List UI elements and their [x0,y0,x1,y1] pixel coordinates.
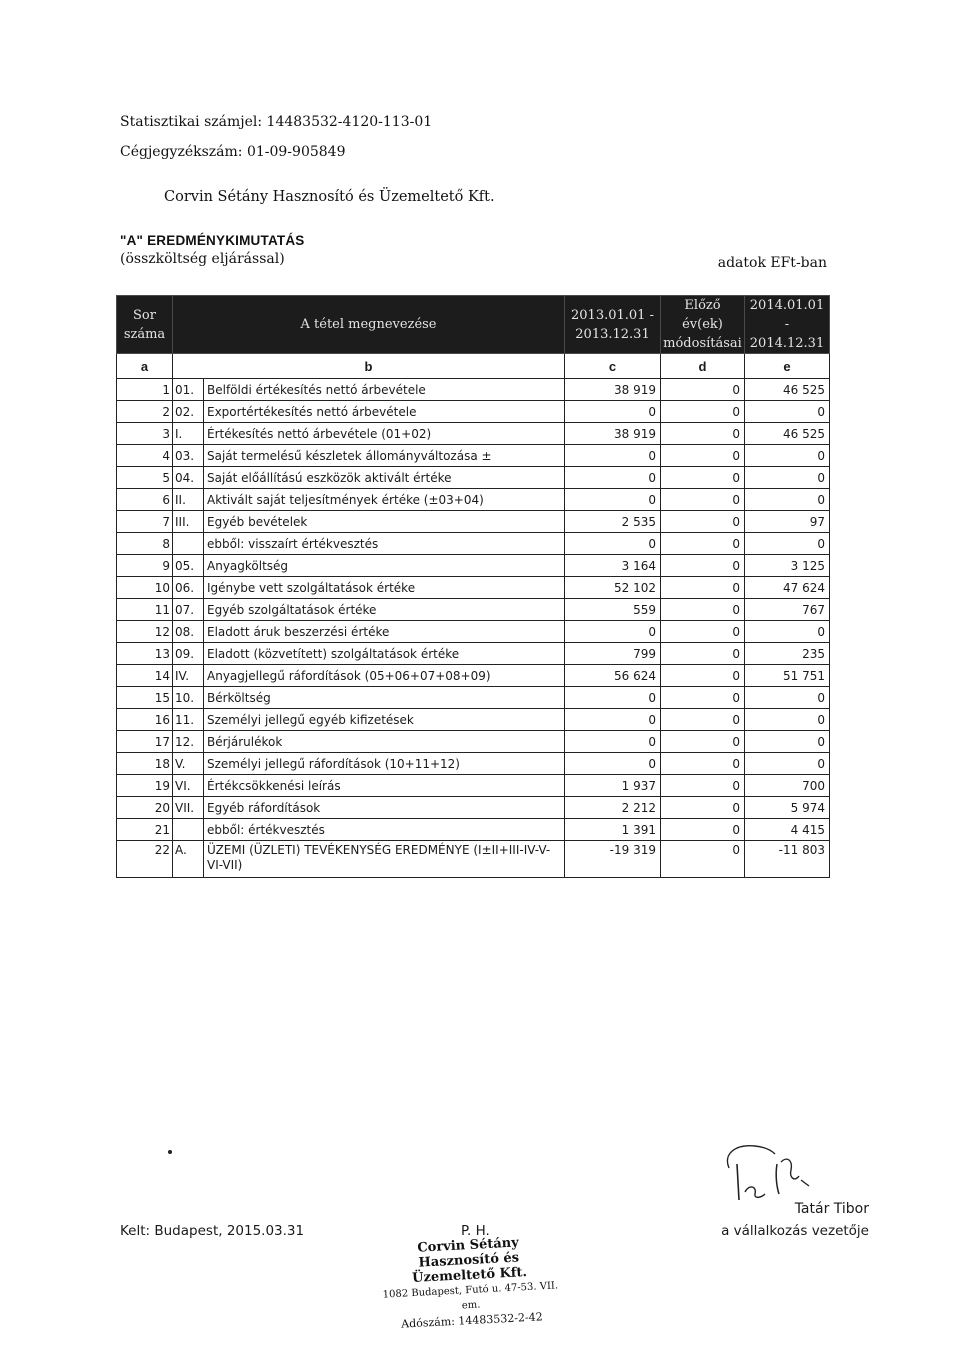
row-correction-value: 0 [661,379,745,401]
table-row [117,423,830,445]
row-current-value: 5 974 [745,797,830,819]
table-header-row [117,296,830,354]
row-code: VII. [173,797,204,819]
row-current-value: 0 [745,401,830,423]
row-current-value: 0 [745,533,830,555]
row-previous-value: 799 [565,643,661,665]
company-registration-number: Cégjegyzékszám: 01-09-905849 [120,144,346,160]
row-code: 07. [173,599,204,621]
row-code: 04. [173,467,204,489]
stamp-line-3: 1082 Budapest, Futó u. 47-53. VII. em. [382,1280,559,1312]
row-correction-value: 0 [661,577,745,599]
row-number: 11 [117,599,173,621]
row-current-value: 0 [745,731,830,753]
row-item-name: ebből: értékvesztés [204,819,565,841]
row-correction-value: 0 [661,489,745,511]
row-current-value: 3 125 [745,555,830,577]
row-number: 17 [117,731,173,753]
document-title: "A" EREDMÉNYKIMUTATÁS [120,233,305,248]
table-row [117,753,830,775]
row-current-value: 0 [745,753,830,775]
table-row [117,775,830,797]
stamp-placeholder-label: P. H. [461,1223,490,1239]
row-code: 11. [173,709,204,731]
row-number: 12 [117,621,173,643]
table-row [117,621,830,643]
table-row [117,599,830,621]
row-previous-value: 0 [565,731,661,753]
table-row [117,819,830,841]
row-code: 12. [173,731,204,753]
row-number: 5 [117,467,173,489]
row-number: 9 [117,555,173,577]
row-number: 6 [117,489,173,511]
row-number: 2 [117,401,173,423]
row-previous-value: 0 [565,445,661,467]
row-code: 09. [173,643,204,665]
row-correction-value: 0 [661,511,745,533]
row-item-name: ebből: visszaírt értékvesztés [204,533,565,555]
letter-e: e [745,354,830,379]
header-item-name: A tétel megnevezése [173,296,565,354]
row-correction-value: 0 [661,445,745,467]
table-row [117,511,830,533]
row-number: 13 [117,643,173,665]
letter-d: d [661,354,745,379]
row-code: I. [173,423,204,445]
row-code: 02. [173,401,204,423]
table-row [117,687,830,709]
row-code: 10. [173,687,204,709]
row-previous-value: 3 164 [565,555,661,577]
statistical-number: Statisztikai számjel: 14483532-4120-113-01 [120,114,433,130]
row-number: 7 [117,511,173,533]
row-previous-value: 559 [565,599,661,621]
row-number: 4 [117,445,173,467]
row-current-value: 4 415 [745,819,830,841]
stamp-line-4: Adószám: 14483532-2-42 [400,1310,544,1331]
row-correction-value: 0 [661,797,745,819]
row-previous-value: 38 919 [565,379,661,401]
row-correction-value: 0 [661,841,745,878]
table-row [117,489,830,511]
table-row [117,665,830,687]
row-current-value: 51 751 [745,665,830,687]
row-code: 05. [173,555,204,577]
row-item-name: Egyéb bevételek [204,511,565,533]
row-previous-value: 1 391 [565,819,661,841]
row-code: A. [173,841,204,878]
row-correction-value: 0 [661,555,745,577]
table-row [117,797,830,819]
row-correction-value: 0 [661,775,745,797]
row-item-name: Értékcsökkenési leírás [204,775,565,797]
ink-dot [168,1150,172,1154]
row-code: IV. [173,665,204,687]
row-correction-value: 0 [661,819,745,841]
row-code: VI. [173,775,204,797]
row-code: 01. [173,379,204,401]
row-number: 18 [117,753,173,775]
table-row [117,731,830,753]
row-previous-value: 1 937 [565,775,661,797]
row-correction-value: 0 [661,731,745,753]
row-current-value: 767 [745,599,830,621]
row-code: 06. [173,577,204,599]
row-previous-value: 0 [565,489,661,511]
letter-c: c [565,354,661,379]
income-statement-table [116,295,830,878]
header-previous-year: 2013.01.01 - 2013.12.31 [565,296,661,354]
row-correction-value: 0 [661,753,745,775]
unit-note: adatok EFt-ban [717,255,827,271]
row-item-name: Bérköltség [204,687,565,709]
row-previous-value: 2 535 [565,511,661,533]
row-current-value: 0 [745,621,830,643]
row-code: III. [173,511,204,533]
row-previous-value: 0 [565,687,661,709]
row-number: 22 [117,841,173,878]
row-item-name: Értékesítés nettó árbevétele (01+02) [204,423,565,445]
table-row [117,555,830,577]
table-row [117,401,830,423]
row-current-value: 46 525 [745,423,830,445]
row-current-value: 97 [745,511,830,533]
row-previous-value: -19 319 [565,841,661,878]
row-item-name: Belföldi értékesítés nettó árbevétele [204,379,565,401]
row-item-name: Eladott áruk beszerzési értéke [204,621,565,643]
row-code: 08. [173,621,204,643]
row-current-value: 46 525 [745,379,830,401]
row-previous-value: 0 [565,753,661,775]
letter-a: a [117,354,173,379]
row-previous-value: 0 [565,621,661,643]
row-item-name: Eladott (közvetített) szolgáltatások értéke [204,643,565,665]
place-date: Kelt: Budapest, 2015.03.31 [120,1223,305,1239]
row-number: 16 [117,709,173,731]
document-subtitle: (összköltség eljárással) [120,251,285,267]
row-previous-value: 0 [565,467,661,489]
header-row-number: Sor száma [117,296,173,354]
row-number: 1 [117,379,173,401]
row-correction-value: 0 [661,621,745,643]
row-item-name: ÜZEMI (ÜZLETI) TEVÉKENYSÉG EREDMÉNYE (I±II+III-IV-V-VI-VII) [204,841,565,878]
row-previous-value: 0 [565,533,661,555]
table-row [117,841,830,878]
row-current-value: 0 [745,709,830,731]
row-correction-value: 0 [661,643,745,665]
row-current-value: 0 [745,467,830,489]
row-code: V. [173,753,204,775]
stamp-line-1: Corvin Sétány [416,1235,520,1256]
row-previous-value: 2 212 [565,797,661,819]
row-previous-value: 56 624 [565,665,661,687]
row-current-value: 0 [745,687,830,709]
stamp-line-2: Hasznosító és Üzemeltető Kft. [411,1250,528,1287]
table-letter-row [117,354,830,379]
header-corrections: Előző év(ek) módosításai [661,296,745,354]
row-item-name: Bérjárulékok [204,731,565,753]
row-item-name: Anyagköltség [204,555,565,577]
row-code [173,533,204,555]
table-row [117,445,830,467]
row-number: 10 [117,577,173,599]
row-correction-value: 0 [661,687,745,709]
row-current-value: 700 [745,775,830,797]
table-row [117,379,830,401]
table-row [117,467,830,489]
row-number: 14 [117,665,173,687]
signer-name: Tatár Tibor [794,1201,869,1217]
row-current-value: 47 624 [745,577,830,599]
row-item-name: Exportértékesítés nettó árbevétele [204,401,565,423]
row-number: 20 [117,797,173,819]
row-current-value: 0 [745,445,830,467]
row-item-name: Személyi jellegű egyéb kifizetések [204,709,565,731]
row-item-name: Saját előállítású eszközök aktivált értéke [204,467,565,489]
row-code: 03. [173,445,204,467]
row-item-name: Egyéb szolgáltatások értéke [204,599,565,621]
row-correction-value: 0 [661,467,745,489]
row-number: 15 [117,687,173,709]
row-item-name: Saját termelésű készletek állományváltozása ± [204,445,565,467]
row-code: II. [173,489,204,511]
table-row [117,533,830,555]
row-item-name: Személyi jellegű ráfordítások (10+11+12) [204,753,565,775]
row-item-name: Egyéb ráfordítások [204,797,565,819]
row-item-name: Anyagjellegű ráfordítások (05+06+07+08+09) [204,665,565,687]
row-number: 3 [117,423,173,445]
row-number: 8 [117,533,173,555]
row-previous-value: 38 919 [565,423,661,445]
row-item-name: Aktivált saját teljesítmények értéke (±03+04) [204,489,565,511]
table-row [117,643,830,665]
table-row [117,709,830,731]
row-code [173,819,204,841]
row-number: 21 [117,819,173,841]
row-current-value: 235 [745,643,830,665]
letter-b: b [173,354,565,379]
row-correction-value: 0 [661,665,745,687]
row-correction-value: 0 [661,533,745,555]
header-current-year: 2014.01.01 - 2014.12.31 [745,296,830,354]
row-item-name: Igénybe vett szolgáltatások értéke [204,577,565,599]
row-correction-value: 0 [661,709,745,731]
row-number: 19 [117,775,173,797]
signer-role: a vállalkozás vezetője [721,1223,869,1239]
company-stamp [378,1233,562,1332]
row-correction-value: 0 [661,423,745,445]
row-previous-value: 52 102 [565,577,661,599]
row-previous-value: 0 [565,709,661,731]
table-row [117,577,830,599]
row-correction-value: 0 [661,599,745,621]
row-current-value: 0 [745,489,830,511]
company-name: Corvin Sétány Hasznosító és Üzemeltető Kft. [164,189,495,205]
row-current-value: -11 803 [745,841,830,878]
row-correction-value: 0 [661,401,745,423]
row-previous-value: 0 [565,401,661,423]
